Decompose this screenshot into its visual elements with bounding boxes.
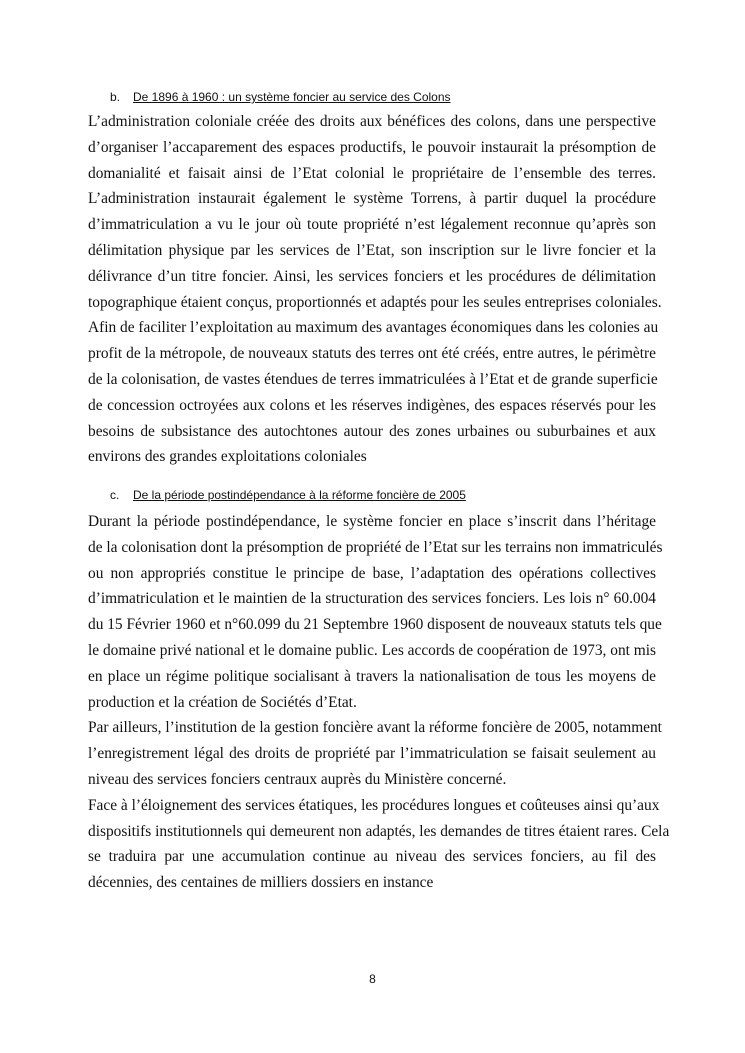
paragraph-line: dispositifs institutionnels qui demeurent non adaptés, les demandes de titres étaient rares. Cela: [88, 822, 670, 840]
paragraph-line: besoins de subsistance des autochtones autour des zones urbaines ou suburbaines et aux: [88, 422, 656, 440]
paragraph-line: le domaine privé national et le domaine public. Les accords de coopération de 1973, ont mis: [88, 642, 656, 659]
list-marker: b.: [110, 90, 121, 104]
heading-text: De la période postindépendance à la réforme foncière de 2005: [133, 488, 466, 502]
paragraph-line: profit de la métropole, de nouveaux statuts des terres ont été créés, entre autres, le périmètre: [88, 345, 656, 363]
paragraph-line: en place un régime politique socialisant à travers la nationalisation de tous les moyens de: [88, 667, 656, 685]
paragraph-line: environs des grandes exploitations coloniales: [88, 448, 367, 466]
paragraph-line: d’immatriculation et le maintien de la structuration des services fonciers. Les lois n° 60.004: [88, 590, 656, 608]
paragraph-line: Durant la période postindépendance, le système foncier en place s’inscrit dans l’héritage: [88, 513, 656, 530]
paragraph-line: l’enregistrement légal des droits de propriété par l’immatriculation se faisait seulement au: [88, 745, 656, 763]
paragraph-line: de la colonisation, de vastes étendues de terres immatriculées à l’Etat et de grande superficie: [88, 371, 658, 388]
paragraph-line: de la colonisation dont la présomption de propriété de l’Etat sur les terrains non immatriculés: [88, 538, 663, 556]
heading-text: De 1896 à 1960 : un système foncier au service des Colons: [133, 90, 451, 104]
section-heading: [110, 87, 451, 107]
paragraph-line: d’immatriculation a vu le jour où toute propriété n’est légalement reconnue qu’après son: [88, 216, 656, 234]
paragraph-line: de concession octroyées aux colons et les réserves indigènes, des espaces réservés pour les: [88, 396, 656, 414]
paragraph-line: Par ailleurs, l’institution de la gestion foncière avant la réforme foncière de 2005, notamment: [88, 719, 662, 737]
paragraph-line: L’administration coloniale créée des droits aux bénéfices des colons, dans une perspective: [88, 113, 656, 130]
paragraph-line: se traduira par une accumulation continue au niveau des services fonciers, au fil des: [88, 848, 656, 866]
section-heading: [110, 485, 466, 505]
paragraph-line: domanialité et faisait ainsi de l’Etat colonial le propriétaire de l’ensemble des terres.: [88, 164, 656, 182]
paragraph-line: délimitation physique par les services de l’Etat, son inscription sur le livre foncier et la: [88, 242, 656, 259]
paragraph-line: ou non appropriés constitue le principe de base, l’adaptation des opérations collectives: [88, 564, 656, 582]
paragraph-line: L’administration instaurait également le système Torrens, à partir duquel la procédure: [88, 190, 656, 208]
paragraph-line: niveau des services fonciers centraux auprès du Ministère concerné.: [88, 771, 507, 788]
paragraph-line: Face à l’éloignement des services étatiques, les procédures longues et coûteuses ainsi qu’aux: [88, 796, 660, 814]
paragraph-line: topographique étaient conçus, proportionnés et adaptés pour les seules entreprises coloniales.: [88, 293, 662, 311]
paragraph-line: production et la création de Sociétés d’Etat.: [88, 693, 357, 711]
paragraph-line: d’organiser l’accaparement des espaces productifs, le pouvoir instaurait la présomption de: [88, 138, 656, 156]
list-marker: c.: [110, 488, 120, 502]
paragraph-line: délivrance d’un titre foncier. Ainsi, les services fonciers et les procédures de délimitation: [88, 267, 656, 285]
page-number: 8: [369, 972, 376, 986]
paragraph-line: du 15 Février 1960 et n°60.099 du 21 Septembre 1960 disposent de nouveaux statuts tels que: [88, 616, 662, 634]
paragraph-line: Afin de faciliter l’exploitation au maximum des avantages économiques dans les colonies au: [88, 319, 659, 337]
paragraph-line: décennies, des centaines de milliers dossiers en instance: [88, 874, 434, 892]
